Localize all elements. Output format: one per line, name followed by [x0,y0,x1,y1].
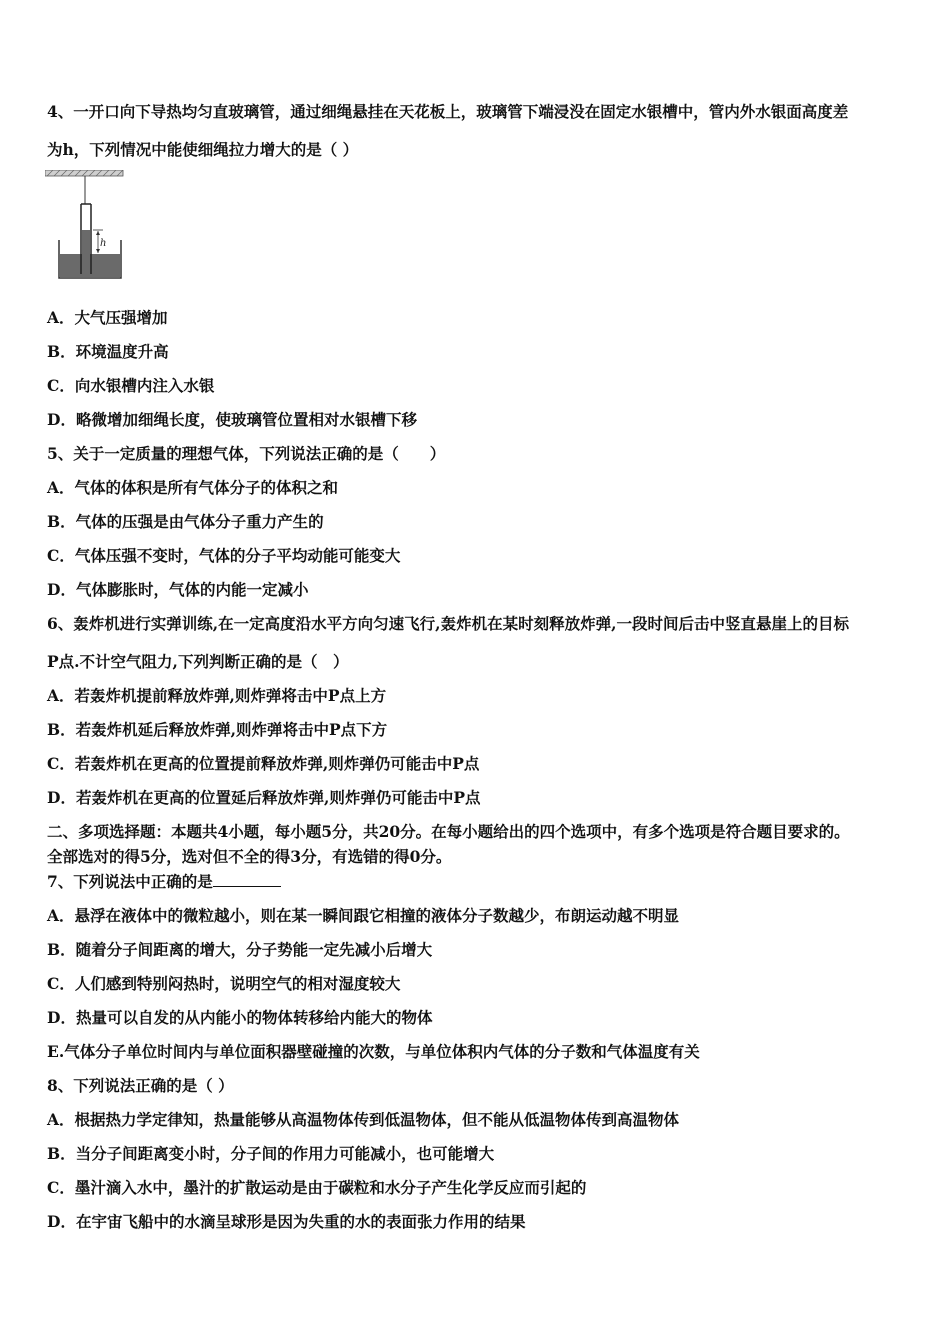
q7-option-d: D．热量可以自发的从内能小的物体转移给内能大的物体 [47,1008,433,1027]
q6-option-d: D．若轰炸机在更高的位置延后释放炸弹,则炸弹仍可能击中P点 [47,788,481,807]
q8-option-a: A．根据热力学定律知，热量能够从高温物体传到低温物体，但不能从低温物体传到高温物体 [47,1110,680,1129]
q4-option-b: B．环境温度升高 [47,342,169,361]
section2-line1: 二、多项选择题：本题共4小题，每小题5分，共20分。在每小题给出的四个选项中，有多个选项是符合题目要求的。 [47,822,850,841]
q7-option-a: A．悬浮在液体中的微粒越小，则在某一瞬间跟它相撞的液体分子数越少，布朗运动越不明显 [47,906,680,925]
q5-option-d: D．气体膨胀时，气体的内能一定减小 [47,580,309,599]
q4-stem-line2: 为h，下列情况中能使细绳拉力增大的是（ ） [47,140,359,159]
q8-option-d: D．在宇宙飞船中的水滴呈球形是因为失重的水的表面张力作用的结果 [47,1212,526,1231]
mercury-tube-figure [45,170,127,282]
answer-blank [213,872,281,887]
q7-stem: 7、下列说法中正确的是 [47,872,213,891]
q6-stem-line2: P点.不计空气阻力,下列判断正确的是（ ） [47,652,349,671]
q8-option-c: C．墨汁滴入水中，墨汁的扩散运动是由于碳粒和水分子产生化学反应而引起的 [47,1178,587,1197]
q7-option-c: C．人们感到特别闷热时，说明空气的相对湿度较大 [47,974,401,993]
q5-option-a: A．气体的体积是所有气体分子的体积之和 [47,478,339,497]
q4-option-a: A．大气压强增加 [47,308,168,327]
q8-option-b: B．当分子间距离变小时，分子间的作用力可能减小，也可能增大 [47,1144,495,1163]
q5-option-b: B．气体的压强是由气体分子重力产生的 [47,512,324,531]
q5-option-c: C．气体压强不变时，气体的分子平均动能可能变大 [47,546,401,565]
q7-option-b: B．随着分子间距离的增大，分子势能一定先减小后增大 [47,940,433,959]
q7-option-e: E.气体分子单位时间内与单位面积器壁碰撞的次数，与单位体积内气体的分子数和气体温度有关 [47,1042,700,1061]
q4-option-d: D．略微增加细绳长度，使玻璃管位置相对水银槽下移 [47,410,417,429]
q6-option-b: B．若轰炸机延后释放炸弹,则炸弹将击中P点下方 [47,720,388,739]
q6-option-a: A．若轰炸机提前释放炸弹,则炸弹将击中P点上方 [47,686,387,705]
section2-line2: 全部选对的得5分，选对但不全的得3分，有选错的得0分。 [47,847,452,866]
figure-h-label: h [100,238,107,249]
q4-option-c: C．向水银槽内注入水银 [47,376,215,395]
q6-stem-line1: 6、轰炸机进行实弹训练,在一定高度沿水平方向匀速飞行,轰炸机在某时刻释放炸弹,一段时间后击中竖直悬崖上的目标 [47,614,849,633]
q5-stem: 5、关于一定质量的理想气体，下列说法正确的是（ ） [47,444,446,463]
q6-option-c: C．若轰炸机在更高的位置提前释放炸弹,则炸弹仍可能击中P点 [47,754,480,773]
q7-stem-line [47,872,281,892]
q4-stem-line1: 4、一开口向下导热均匀直玻璃管，通过细绳悬挂在天花板上，玻璃管下端浸没在固定水银槽中，管内外水银面高度差 [47,102,849,121]
q8-stem: 8、下列说法正确的是（ ） [47,1076,234,1095]
